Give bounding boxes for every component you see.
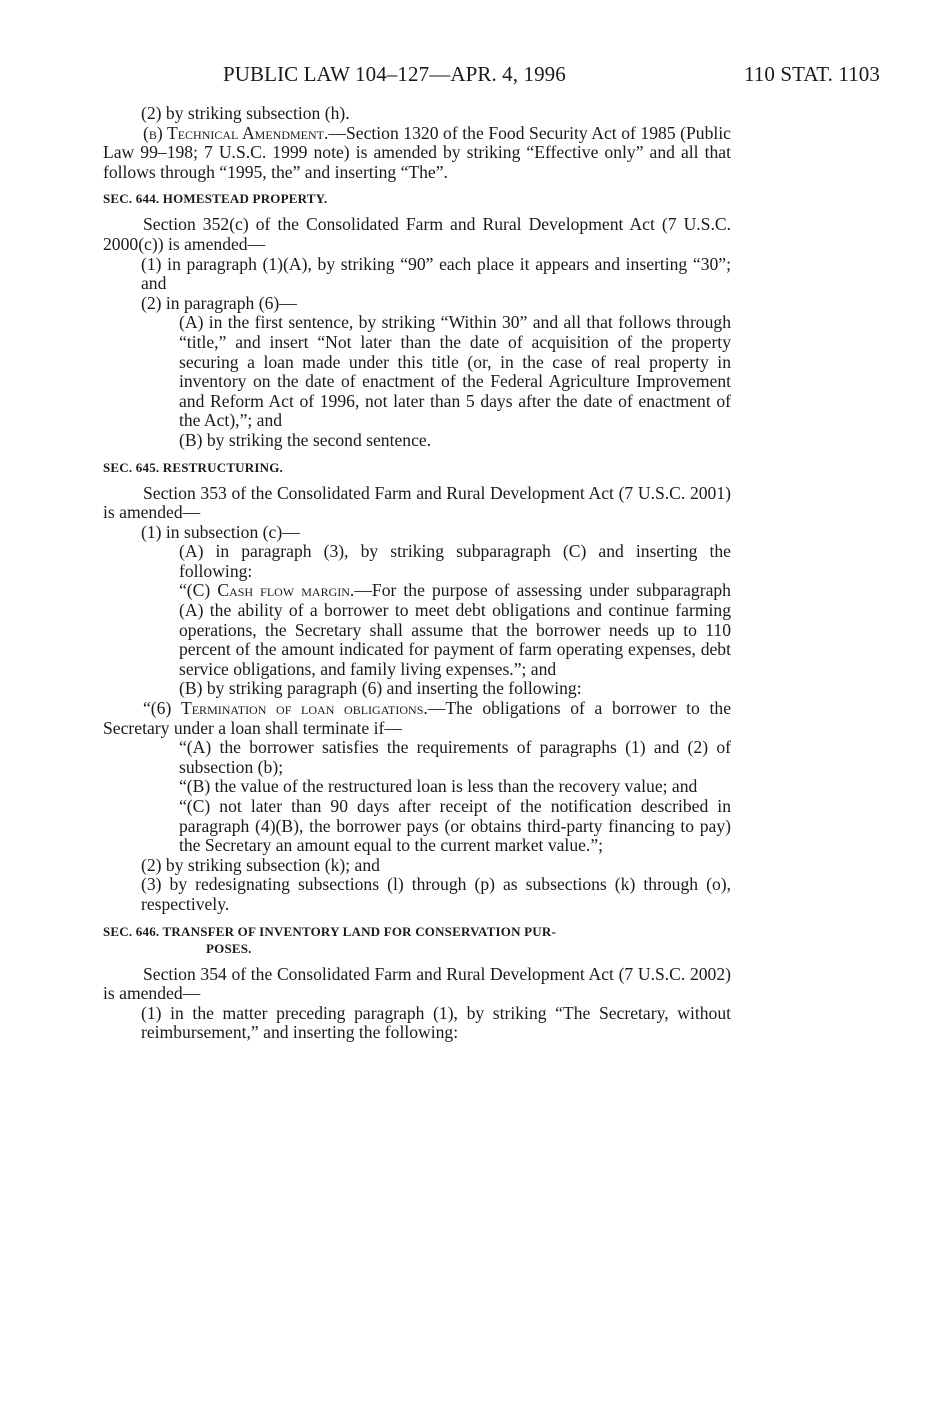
paragraph: (1) in the matter preceding paragraph (1), by striking “The Secretary, without reimbursement,” and inserting the following:	[141, 1002, 731, 1043]
paragraph-text: —The obligations of a borrower to the Secretary under a loan shall terminate if—	[103, 698, 732, 738]
paragraph-text: —For the purpose of assessing under subparagraph (A) the ability of a borrower to meet debt obligations and continue farming operations, the Secretary shall assume that the borrower needs up to 110 percent of the amount indicated for payment of farm operating expenses, debt service obligations, and family living expenses.”; and	[179, 580, 731, 679]
paragraph: “(C) not later than 90 days after receipt of the notification described in paragraph (4)(B), the borrower pays (or obtains third-party financing to pay) the Secretary an amount equal to the current market value.”;	[179, 796, 731, 856]
paragraph: Section 353 of the Consolidated Farm and Rural Development Act (7 U.S.C. 2001) is amended—	[103, 482, 731, 523]
paragraph: (A) in paragraph (3), by striking subparagraph (C) and inserting the following:	[179, 541, 731, 581]
section-heading-line: SEC. 646. TRANSFER OF INVENTORY LAND FOR CONSERVATION PUR-	[103, 923, 556, 939]
paragraph-text: (1) in paragraph (1)(A), by striking “90” each place it appears and inserting “30”; and	[141, 253, 731, 294]
paragraph: (3) by redesignating subsections (l) through (p) as subsections (k) through (o), respectively.	[141, 874, 731, 914]
document-body	[103, 104, 731, 1043]
paragraph: “(A) the borrower satisfies the requirements of paragraphs (1) and (2) of subsection (b);	[179, 737, 731, 777]
paragraph: (1) in subsection (c)—	[141, 521, 300, 542]
paragraph-heading: Cash flow margin.	[217, 580, 355, 601]
paragraph: (A) in the first sentence, by striking “Within 30” and all that follows through “title,” and insert “Not later than the date of acquisition of the property securing a loan made under this title (or, in the case of real property in inventory on the date of enactment of the Federal Agriculture Improvement and Reform Act of 1996, not later than 5 days after the date of enactment of the Act),”; and	[179, 312, 731, 431]
section-heading: SEC. 645. RESTRUCTURING.	[103, 459, 283, 475]
paragraph-text: “(6)	[143, 698, 181, 719]
paragraph: Section 352(c) of the Consolidated Farm and Rural Development Act (7 U.S.C. 2000(c)) is amended—	[103, 214, 731, 254]
running-head-law: PUBLIC LAW 104–127—APR. 4, 1996	[223, 62, 566, 86]
page-header	[103, 62, 880, 92]
paragraph	[103, 581, 731, 679]
paragraph: (2) in paragraph (6)—	[141, 292, 297, 313]
paragraph-text: —Section 1320 of the Food Security Act of 1985 (Public Law 99–198; 7 U.S.C. 1999 note) is amended by striking “Effective only” and all that follows through “1995, the” and inserting “The”.	[103, 122, 731, 182]
paragraph	[65, 699, 731, 738]
section-heading	[103, 923, 731, 957]
paragraph: (2) by striking subsection (h).	[141, 103, 350, 123]
paragraph: (B) by striking paragraph (6) and inserting the following:	[179, 678, 582, 699]
paragraph: Section 354 of the Consolidated Farm and Rural Development Act (7 U.S.C. 2002) is amended—	[103, 963, 731, 1004]
section-heading: SEC. 644. HOMESTEAD PROPERTY.	[103, 191, 328, 207]
paragraph	[103, 255, 731, 294]
running-head-stat: 110 STAT. 1103	[743, 62, 880, 86]
paragraph	[103, 124, 731, 183]
paragraph: (2) by striking subsection (k); and	[141, 854, 380, 875]
paragraph: “(B) the value of the restructured loan is less than the recovery value; and	[179, 776, 698, 797]
paragraph-text: “(C)	[179, 580, 218, 601]
section-heading-line: POSES.	[206, 940, 252, 956]
subsection-heading: (b) Technical Amendment.	[143, 122, 329, 143]
paragraph-heading: Termination of loan obligations.	[180, 698, 428, 719]
paragraph: (B) by striking the second sentence.	[179, 429, 432, 450]
